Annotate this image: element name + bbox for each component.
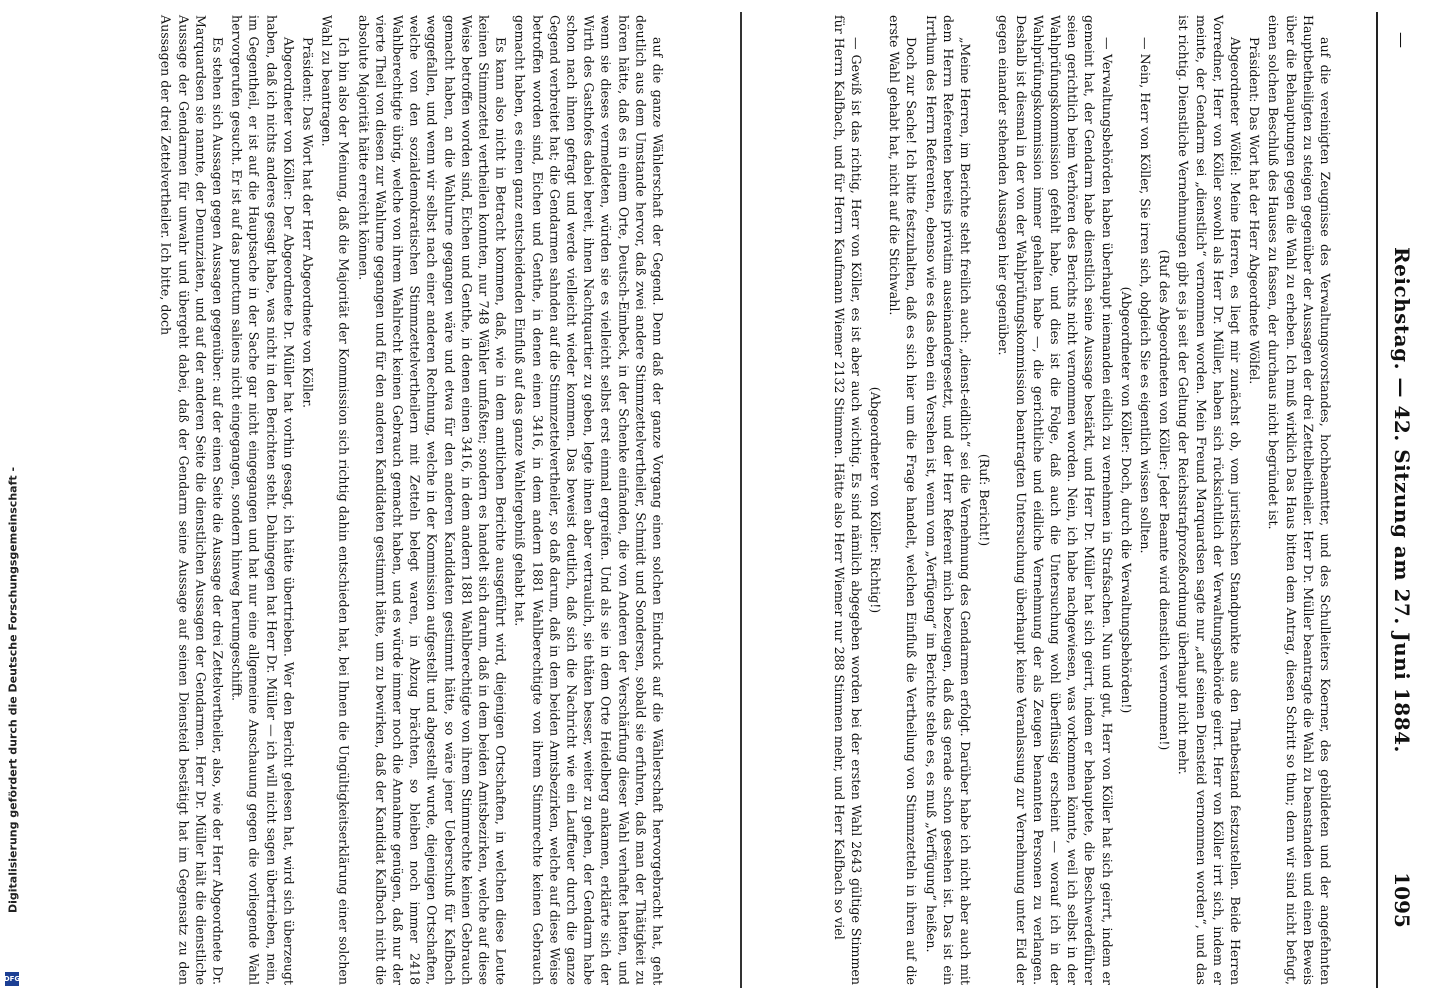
page-number: 1095 [1390, 872, 1414, 928]
paragraph: auf die vereinigten Zeugnisse des Verwaltungsvorstandes, hochbeamtter, und des Schulleiters Koerner, des gebildeten und der angefehnten Hauptbetheiligten zu steigen gegenüber der Aussagen der drei Zettelbeitheiler. Herr Dr. Müller beantragte die Wahl zu beanstanden und einen Beweis über die Behauptungen gegen die Wahl zu erheben. Ich muß wirklich Das Haus bitten dem Antrag, diesen Schritt so thun; denn wir sind nicht befugt, einen solchen Beschluß des Hauses zu fassen, der durchaus nicht begründet ist. [1266, 15, 1333, 985]
header-title: Reichstag. — 42. Sitzung am 27. Juni 1884. [1390, 247, 1414, 753]
document-page [40, 0, 1432, 1000]
header-dash: — [1392, 32, 1412, 48]
paragraph: Präsident: Das Wort hat der Herr Abgeordnete Wölfel. [1247, 37, 1263, 385]
paragraph: Ich bin also der Meinung, daß die Majorität der Kommission sich richtig dahin entschieden hat, bei Ihnen die Ungültigkeitserklärung einer solchen Wahl zu beantragen. [319, 15, 352, 985]
paragraph: — Nein, Herr von Köller, Sie irren sich, obgleich Sie es eigentlich wissen sollten. [1137, 37, 1153, 554]
paragraph: (Abgeordneter von Köller: Richtig!) [867, 386, 883, 614]
column-body-right [828, 15, 1334, 985]
paragraph: (Ruf: Bericht!) [976, 453, 992, 547]
paragraph: Abgeordneter Wölfel: Meine Herren, es liegt mir zunächst ob, vom juristischen Standpunkte aus den Thatbestand festzustellen. Beide Herren Vorredner, Herr von Köller sowohl als Herr Dr. Müller, haben sich rücksichtlich der Verwaltungsbehörde geirrt. Herr von Köller irrt sich, indem er meinte, der Gendarm sei „dienstlich“ vernommen worden. Mein Freund Marquardsen sagte nur „auf seinen Diensteid vernommen worden“, und das ist richtig. Dienstliche Vernehmungen gibt es ja seit der Geltung der Reichsstrafprozeßordnung überhaupt nicht mehr. [1176, 15, 1243, 985]
digitization-credit [0, 0, 26, 1000]
paragraph: — Gewiß ist das richtig, Herr von Köller, es ist aber auch wichtig. Es sind nämlich abgegeben worden bei der ersten Wahl 2643 gültige Stimmen für Herrn Kalfbach, und für Herrn Kaufmann Wiemer 2132 Stimmen. Hätte also Herr Wiemer nur 288 Stimmen mehr, und Herr Kalfbach so viel [831, 15, 864, 985]
paragraph: auf die ganze Wählerschaft der Gegend. Denn daß der ganze Vorgang einen solchen Eindruck auf die Wählerschaft hervorgebracht hat, geht deutlich aus dem Umstande hervor, daß zwei andere Stimmzettelvertheiler, Schmidt und Sondersen, sobald sie erfuhren, daß man der Thätigkeit zu hören hätte, daß es in einem Orte, Deutsch-Eimbeck, in der Schenke einfanden, die von Anderen der Verschärfung dieser Wahl verhaftet hatten, und wenn sie dieses vermeldeten, würden sie es vielleicht selbst erst einmal ergreifen. Und als sie in dem Orte Heidelberg ankamen, erklärte sich der Wirth des Gasthofes dabei bereit, ihnen Nachtquartier zu geben, legte ihnen aber vertraulich, sie thäten besser, weiter zu gehen, der Gendarm habe schon nach ihnen gefragt und werde vielleicht wieder kommen. Das beweist deutlich, daß sich die Nachricht wie ein Lauffeuer durch die ganze Gegend verbreitet hat; die Gendarmen sahnden auf die Stimmzettelvertheiler, so daß darum, daß in dem beiden Amtsbezirken, welche auf diese Weise betroffen worden sind, Eichen und Genthe, in denen einen 3416, in dem andern 1881 Wahlberechtigte von ihrem Stimmrechte keinen Gebrauch gemacht haben, es einen ganz entscheidenden Einfluß auf das ganze Wahlergebniß gehabt hat. [512, 15, 666, 985]
paragraph: „Meine Herren, im Berichte steht freilich auch: „dienst-eidlich“ sei die Vernehmung des Gendarmen erfolgt. Darüber habe ich nicht aber auch mit dem Herrn Referenten bereits privatim auseinandergesetzt, und der Herr Referent mich bezeugen, daß das gerade schon gesehen ist. Das ist ein Irrthum des Herrn Referenten, ebenso wie es das eben ein Versehen ist, wenn vom „Verfügeng“ im Berichte stehe es, es muß „Verfügung“ heißen. [923, 15, 973, 985]
text-column-left [100, 0, 722, 1000]
paragraph: Es stehen sich Aussagen gegen Aussagen gegenüber: auf der einen Seite die Aussage der drei Zettelvertheiler, also, wie der Herr Abgeordnete Dr. Marquardsen sie nannte, der Denunziaten, und auf der anderen Seite die dienstlichen Aussagen der Gendarmen. Herr Dr. Müller hält die dienstliche Aussage der Gendarmen für unwahr und übergeht dabei, daß der Gendarm seine Aussage auf seinen Diensteid bestätigt hat im Gegensatz zu den Aussagen der drei Zettelvertheiler. Ich bitte, doch [158, 15, 226, 985]
paragraph: Präsident: Das Wort hat der Herr Abgeordnete von Köller. [300, 37, 316, 408]
text-column-right [770, 0, 1392, 1000]
paragraph: (Ruf des Abgeordneten von Köller: Jeder Beamte wird dienstlich vernommen!) [1157, 249, 1173, 751]
column-divider [740, 12, 742, 988]
dfg-logo: DFG [5, 972, 19, 986]
paragraph: Doch zur Sache! Ich bitte festzuhalten, daß es sich hier um die Frage handelt, welchen Einfluß die Vertheilung von Stimmzetteln in ihren auf die erste Wahl gehabt hat, nicht auf die Stichwahl. [886, 15, 920, 985]
paragraph: — Verwaltungsbehörden haben überhaupt niemanden eidlich zu vernehmen in Strafsachen. Nun und gut, Herr von Köller hat sich geirrt, indem er gemeint hat, der Gendarm habe dienstlich seine Aussage bestärkt, und Herr Dr. Müller hat sich geirrt, indem er behauptete, die Beschwerdeführer seien gerichtlich beim Verhören des Berichts nicht vernommen worden. Nein, ich habe nachgewiesen, was vorkommen könnte, weil ich selbst in der Wahlprüfungskommission gefehlt habe, und dies ist die Folge, daß auch die Untersuchung wohl überflüssig erscheint — worauf ich in der Wahlprüfungskommission immer gehalten habe —, die gerichtliche und eidliche Vernehmung der als Zeugen benannten Personen zu verlangen. Deshalb ist diesmal in der von der Wahlprüfungskommission beantragten Untersuchung überhaupt keine Veranlassung zur Vernehmung unter Eid der gegen einander stehenden Aussagen hier gegenüber. [996, 15, 1115, 985]
credit-text: Digitalisierung gefördert durch die Deutsche Forschungsgemeinschaft - [6, 466, 20, 914]
column-body-left [156, 15, 667, 985]
paragraph: Abgeordneter von Köller: Der Abgeordnete Dr. Müller hat vorhin gesagt, ich hätte übertrieben. Wer den Bericht gelesen hat, wird sich überzeugt haben, daß ich nichts anderes gesagt habe, was nicht in den Berichten steht. Dahingegen hat Herr Dr. Müller — ich will nicht sagen übertrieben, nein, im Gegentheil, er ist auf die Hauptsache in der Sache gar nicht eingegangen und hat nur eine allgemeine Anschauung gegen die vorliegende Wahl hervorgerufen gesucht. Er ist auf das punctum saliens nicht eingegangen, sondern hinweg herumgeschifft. [229, 15, 297, 985]
paragraph: Es kann also nicht in Betracht kommen, daß, wie in dem amtlichen Berichte ausgeführt wird, diejenigen Ortschaften, in welchen diese Leute keinen Stimmzettel vertheilen konnten, nur 748 Wähler umfaßten; sondern es handelt sich darum, daß in dem beiden Amtsbezirken, welche auf diese Weise betroffen worden sind, Eichen und Genthe, in denen einen 3416, in dem andern 1881 Wahlberechtigte von ihrem Stimmrechte keinen Gebrauch gemacht haben, an die Wahlurne gegangen wäre und etwa für den anderen Kandidaten gestimmt hätte, so wäre jener Ueberschuß für Kalfbach weggefallen, und wenn wir selbst nach einer anderen Rechnung, welche in der Kommission aufgestellt und abgestellt wurde, diejenigen Ortschaften, welche von den sozialdemokratischen Stimmzettelvertheilern mit Zetteln belegt waren, in Abzug brächten, so bleiben noch immer 2418 Wahlberechtigte übrig, welche von ihrem Wahlrecht keinen Gebrauch gemacht haben, und es würde immer noch die Annahme genügen, daß nur der vierte Theil von diesen zur Wahlurne gegangen und für den anderen Kandidaten gestimmt hätte, um zu bewirken, daß der Kandidat Kalfbach nicht die absolute Majorität hätte erreicht können. [355, 15, 509, 985]
paragraph: (Abgeordneter von Köller: Doch, durch die Verwaltungsbehörden!) [1118, 286, 1134, 714]
